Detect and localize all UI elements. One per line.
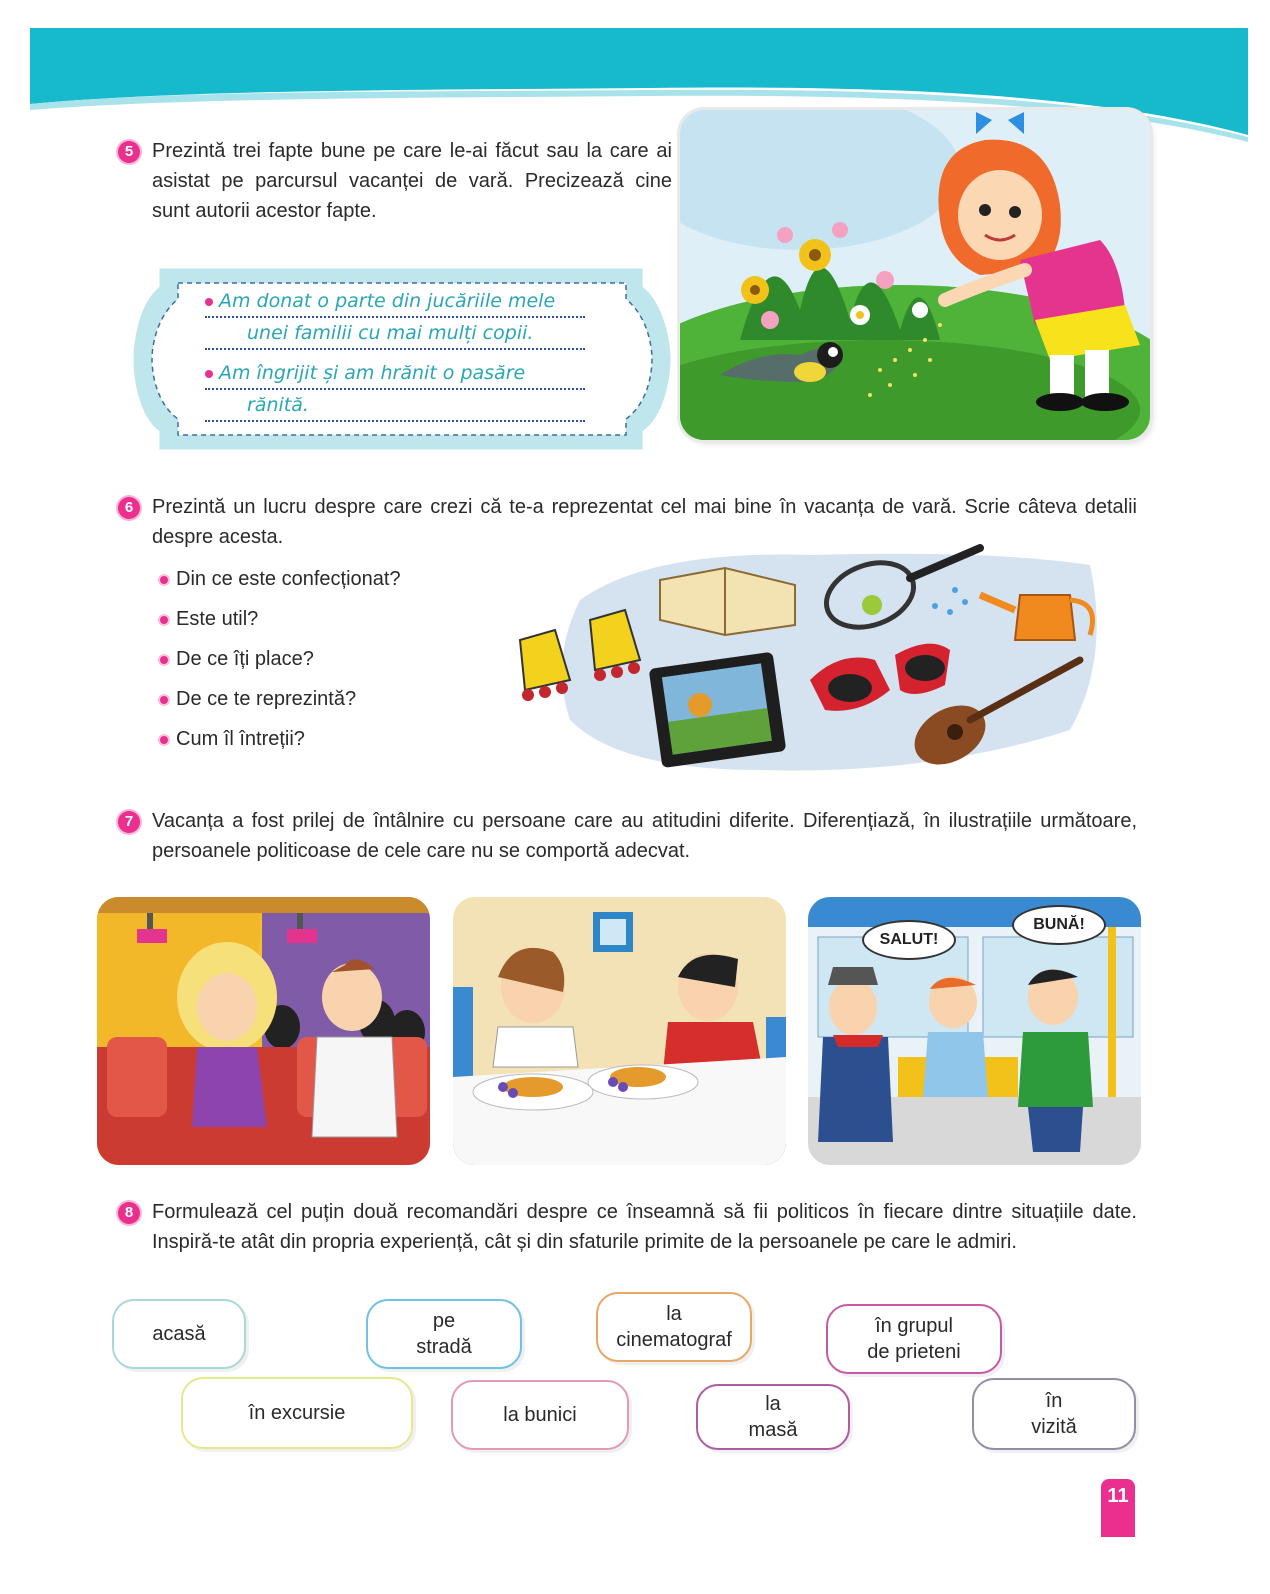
question-8-text: Formulează cel puțin două recomandări despre ce înseamnă să fii politicos în fiecare dintre situațiile date. Inspiră-te atât din propria experiență, cât și din sfaturile primite de la persoanele pe care le admiri. [152, 1201, 1137, 1253]
situation-la-cinematograf: la cinematograf [596, 1292, 752, 1362]
question-6-bullets [160, 566, 401, 766]
cinema-scene-illustration [97, 897, 430, 1165]
speech-bubble-salut: SALUT! [862, 920, 956, 960]
question-7-text: Vacanța a fost prilej de întâlnire cu persoane care au atitudini diferite. Diferențiază, în ilustrațiile următoare, persoanele politicoase de cele care nu se comportă adecvat. [152, 810, 1137, 862]
question-6-text: Prezintă un lucru despre care crezi că te-a reprezentat cel mai bine în vacanța de vară. Scrie câteva detalii despre acesta. [152, 496, 1137, 548]
answer-line-4 [205, 390, 585, 422]
answer-text-2: unei familii cu mai mulți copii. [247, 322, 534, 344]
answer-line-3 [205, 358, 585, 390]
objects-illustration [510, 540, 1110, 785]
restaurant-scene-illustration [453, 897, 786, 1165]
bullet-dot [205, 370, 213, 378]
question-5-text: Prezintă trei fapte bune pe care le-ai făcut sau la care ai asistat pe parcursul vacanței de vară. Precizează cine sunt autorii acestor fapte. [152, 140, 672, 222]
situation-in-vizita: în vizită [972, 1378, 1136, 1450]
answer-block [205, 286, 585, 422]
question-7-number: 7 [118, 811, 140, 833]
situation-acasa: acasă [112, 1299, 246, 1369]
situation-la-bunici: la bunici [451, 1380, 629, 1450]
bullet-3: De ce îți place? [160, 646, 401, 686]
tablet-icon [649, 652, 787, 768]
question-8-number: 8 [118, 1202, 140, 1224]
bullet-4: De ce te reprezintă? [160, 686, 401, 726]
situation-pe-strada: pe stradă [366, 1299, 522, 1369]
question-6-number: 6 [118, 497, 140, 519]
answer-text-4: rănită. [247, 394, 309, 416]
situation-in-excursie: în excursie [181, 1377, 413, 1449]
bullet-1: Din ce este confecționat? [160, 566, 401, 606]
question-5-number: 5 [118, 141, 140, 163]
answer-line-2 [205, 318, 585, 350]
situation-in-grupul-de-prieteni: în grupul de prieteni [826, 1304, 1002, 1374]
answer-text-1: Am donat o parte din jucăriile mele [219, 290, 556, 312]
situation-la-masa: la masă [696, 1384, 850, 1450]
girl-feeding-bird-illustration [680, 110, 1150, 440]
speech-bubble-buna: BUNĂ! [1012, 905, 1106, 945]
bullet-2: Este util? [160, 606, 401, 646]
page-number: 11 [1101, 1479, 1135, 1537]
answer-line-1 [205, 286, 585, 318]
bullet-5: Cum îl întreții? [160, 726, 401, 766]
answer-text-3: Am îngrijit și am hrănit o pasăre [219, 362, 526, 384]
bullet-dot [205, 298, 213, 306]
